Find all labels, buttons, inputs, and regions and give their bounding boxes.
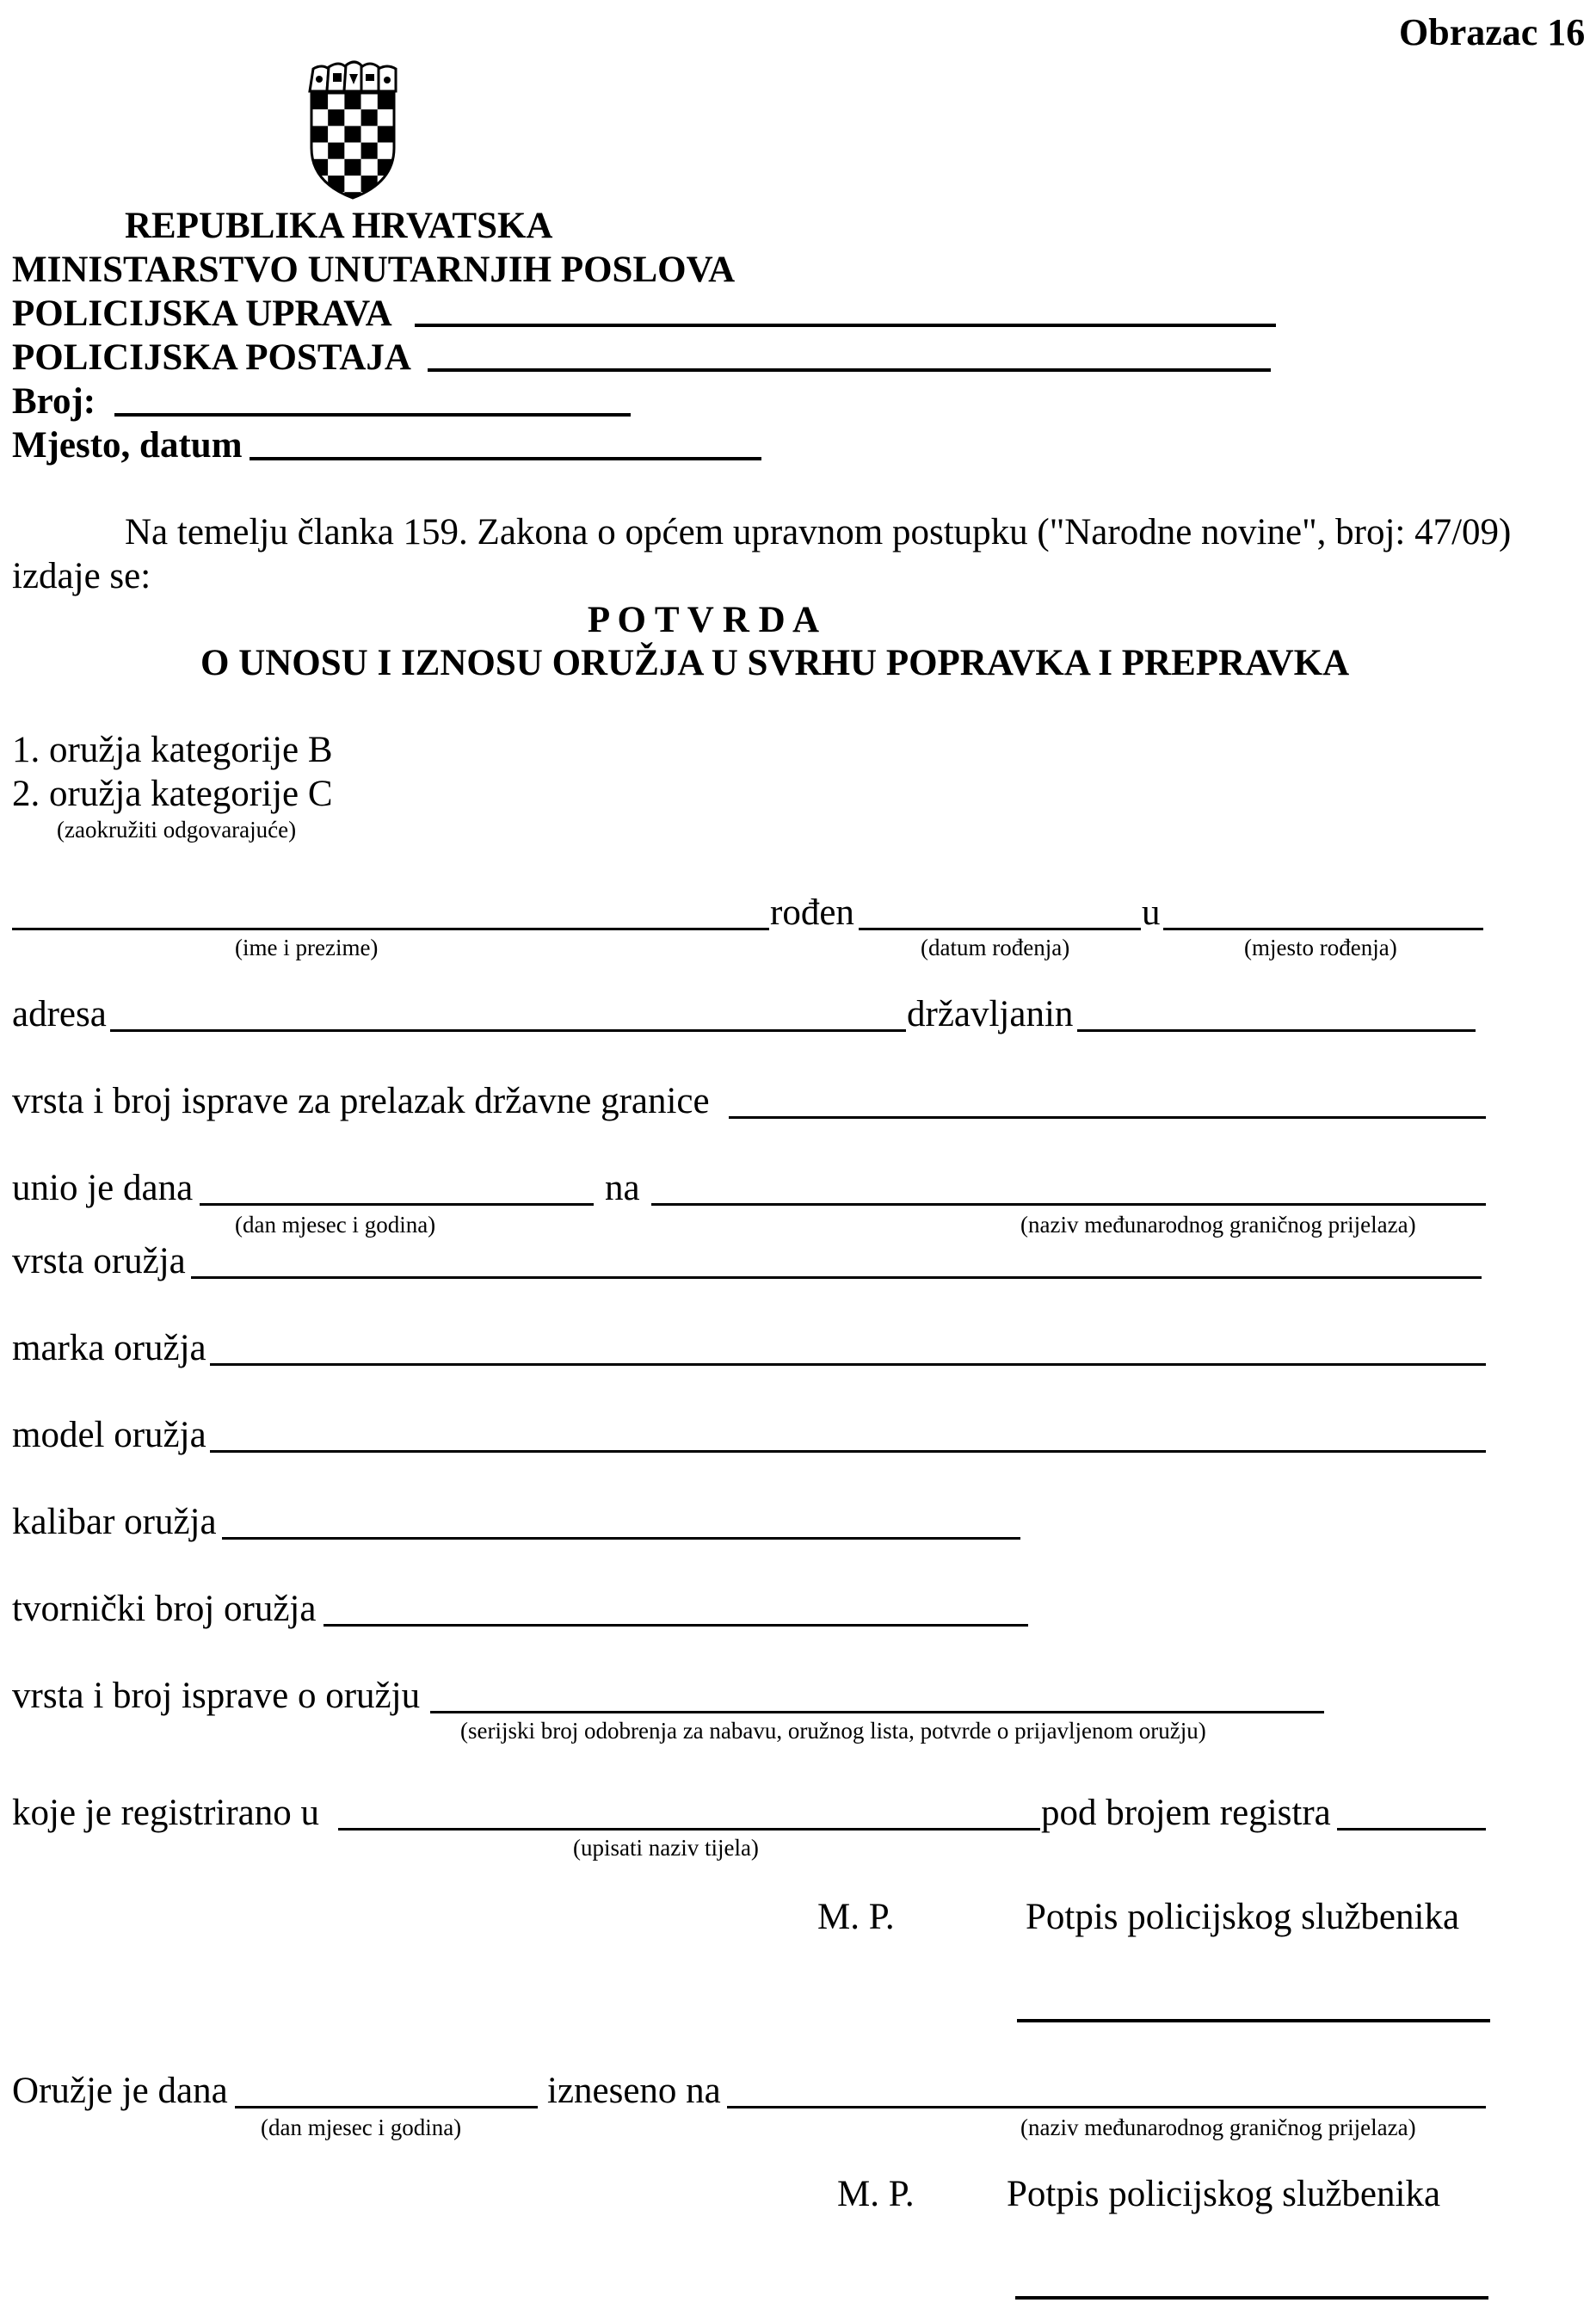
entered-label: unio je dana [12, 1168, 194, 1208]
exported-label: izneseno na [547, 2071, 721, 2111]
officer-signature-field[interactable] [1017, 2019, 1490, 2022]
exit-crossing-field[interactable] [727, 2106, 1486, 2108]
weapon-document-label: vrsta i broj isprave o oružju [12, 1676, 421, 1716]
birthplace-caption: (mjesto rođenja) [1244, 935, 1397, 960]
entry-crossing-field[interactable] [651, 1203, 1486, 1206]
weapon-serial-label: tvornički broj oružja [12, 1589, 317, 1629]
document-subtitle: O UNOSU I IZNOSU ORUŽJA U SVRHU POPRAVKA I PREPRAVKA [200, 643, 1350, 683]
born-label: rođen [770, 892, 854, 933]
weapon-brand-field[interactable] [210, 1363, 1486, 1366]
place-date-label: Mjesto, datum [12, 425, 243, 466]
weapon-model-field[interactable] [210, 1450, 1486, 1453]
weapon-caliber-label: kalibar oružja [12, 1502, 217, 1542]
citizenship-field[interactable] [1077, 1029, 1476, 1032]
exit-date-caption: (dan mjesec i godina) [261, 2115, 462, 2140]
address-label: adresa [12, 994, 107, 1034]
entry-date-field[interactable] [200, 1203, 594, 1206]
police-station-field[interactable] [428, 368, 1271, 372]
officer-signature-label: Potpis policijskog službenika [1007, 2174, 1441, 2214]
number-field[interactable] [114, 413, 631, 417]
weapon-brand-label: marka oružja [12, 1328, 206, 1368]
exit-date-field[interactable] [235, 2106, 538, 2108]
citizen-label: državljanin [907, 994, 1074, 1034]
seal-placeholder: M. P. [817, 1897, 895, 1937]
form-number: Obrazac 16 [1399, 11, 1586, 53]
in-label: u [1142, 892, 1161, 933]
name-field[interactable] [12, 928, 769, 930]
entry-crossing-caption: (naziv međunarodnog graničnog prijelaza) [1020, 1212, 1416, 1238]
border-document-label: vrsta i broj isprave za prelazak državne granice [12, 1081, 710, 1121]
registry-number-field[interactable] [1337, 1828, 1486, 1831]
seal-placeholder: M. P. [837, 2174, 915, 2214]
weapon-type-field[interactable] [191, 1276, 1482, 1279]
registry-number-label: pod brojem registra [1041, 1793, 1331, 1833]
document-title: P O T V R D A [587, 600, 820, 640]
border-document-field[interactable] [729, 1116, 1486, 1119]
place-date-field[interactable] [250, 457, 761, 460]
category-b-option[interactable]: 1. oružja kategorije B [12, 730, 333, 770]
birthdate-field[interactable] [859, 928, 1141, 930]
officer-signature-field[interactable] [1015, 2296, 1488, 2300]
weapon-serial-field[interactable] [324, 1624, 1028, 1627]
name-caption: (ime i prezime) [235, 935, 379, 960]
weapon-model-label: model oružja [12, 1415, 206, 1455]
officer-signature-label: Potpis policijskog službenika [1026, 1897, 1460, 1937]
police-admin-label: POLICIJSKA UPRAVA [12, 293, 392, 334]
coat-of-arms-icon [301, 60, 404, 200]
birthdate-caption: (datum rođenja) [921, 935, 1070, 960]
category-note: (zaokružiti odgovarajuće) [57, 817, 297, 843]
entry-at-label: na [605, 1168, 640, 1208]
registered-label: koje je registrirano u [12, 1793, 320, 1833]
entry-date-caption: (dan mjesec i godina) [235, 1212, 436, 1238]
republic-title: REPUBLIKA HRVATSKA [125, 206, 553, 246]
address-field[interactable] [110, 1029, 906, 1032]
intro-text-continuation: izdaje se: [12, 556, 151, 596]
weapon-caliber-field[interactable] [222, 1537, 1020, 1540]
weapon-type-label: vrsta oružja [12, 1241, 186, 1281]
number-label: Broj: [12, 381, 96, 422]
police-admin-field[interactable] [415, 324, 1276, 327]
exit-label: Oružje je dana [12, 2071, 228, 2111]
weapon-document-field[interactable] [430, 1711, 1324, 1713]
category-c-option[interactable]: 2. oružja kategorije C [12, 774, 333, 814]
intro-text: Na temelju članka 159. Zakona o općem upravnom postupku ("Narodne novine", broj: 47/09) [125, 512, 1512, 553]
ministry-title: MINISTARSTVO UNUTARNJIH POSLOVA [12, 250, 736, 290]
police-station-label: POLICIJSKA POSTAJA [12, 337, 411, 378]
authority-caption: (upisati naziv tijela) [573, 1835, 759, 1861]
birthplace-field[interactable] [1163, 928, 1483, 930]
weapon-document-caption: (serijski broj odobrenja za nabavu, oružnog lista, potvrde o prijavljenom oružju) [460, 1718, 1206, 1744]
registered-authority-field[interactable] [338, 1828, 1040, 1831]
exit-crossing-caption: (naziv međunarodnog graničnog prijelaza) [1020, 2115, 1416, 2140]
